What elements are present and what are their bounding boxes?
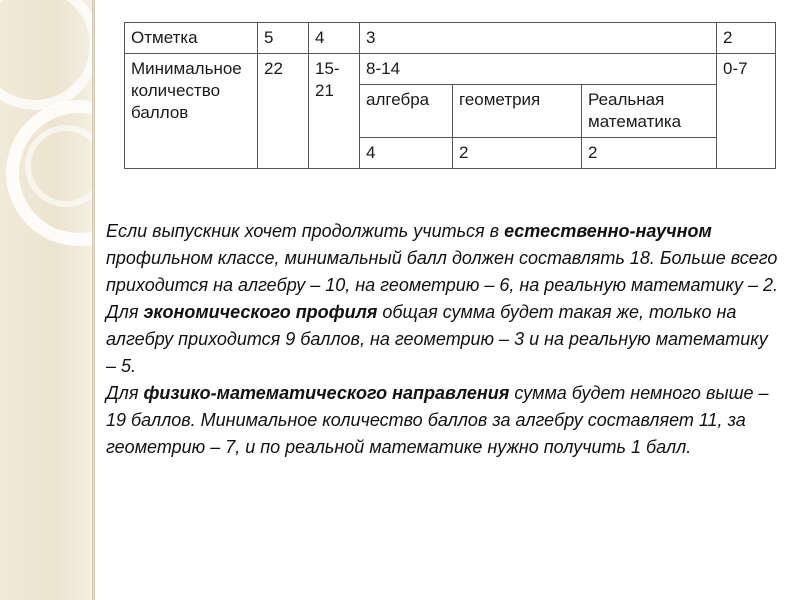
text-span: сумма будет немного выше – 19 баллов. Минимальное количество баллов за алгебру составляет 11, за геометрию – 7, и по реальной математике нужно получить 1 балл.: [106, 383, 769, 457]
decorative-left-band: [0, 0, 92, 600]
table-row-min-scores: [125, 54, 776, 85]
cell-min-algebra: 4: [360, 138, 453, 169]
cell-subject-geometry: геометрия: [453, 85, 582, 138]
decorative-band-edge: [92, 0, 95, 600]
paragraph-natural-science: [106, 218, 782, 299]
cell-min-real-math: 2: [582, 138, 717, 169]
emphasis-physics-math: физико-математического направления: [143, 383, 510, 403]
text-span: Для: [106, 302, 144, 322]
cell-grade-4: 4: [309, 23, 360, 54]
emphasis-economic: экономического профиля: [143, 302, 378, 322]
grade-score-table: [124, 22, 776, 169]
cell-min-geometry: 2: [453, 138, 582, 169]
cell-subject-real-math: Реальная математика: [582, 85, 717, 138]
text-span: общая сумма будет такая же, только на алгебру приходится 9 баллов, на геометрию – 3 и на реальную математику – 5.: [106, 302, 768, 376]
cell-grade-5: 5: [258, 23, 309, 54]
table-row-grades: [125, 23, 776, 54]
cell-grade-3: 3: [360, 23, 717, 54]
paragraph-economic: [106, 299, 782, 380]
explanation-text: [106, 218, 782, 461]
cell-min-3: 8-14: [360, 54, 717, 85]
text-span: Если выпускник хочет продолжить учиться в: [106, 221, 505, 241]
cell-min-4: 15-21: [309, 54, 360, 169]
text-span: профильном классе, минимальный балл должен составлять 18. Больше всего приходится на алгебру – 10, на геометрию – 6, на реальную математику – 2.: [106, 248, 779, 295]
cell-grade-2: 2: [717, 23, 776, 54]
text-span: Для: [106, 383, 144, 403]
cell-grade-label: Отметка: [125, 23, 258, 54]
cell-min-2: 0-7: [717, 54, 776, 169]
cell-min-label: Минимальное количество баллов: [125, 54, 258, 169]
emphasis-natural-science: естественно-научном: [504, 221, 712, 241]
cell-subject-algebra: алгебра: [360, 85, 453, 138]
paragraph-physics-math: [106, 380, 782, 461]
cell-min-5: 22: [258, 54, 309, 169]
decorative-ring: [0, 0, 92, 110]
